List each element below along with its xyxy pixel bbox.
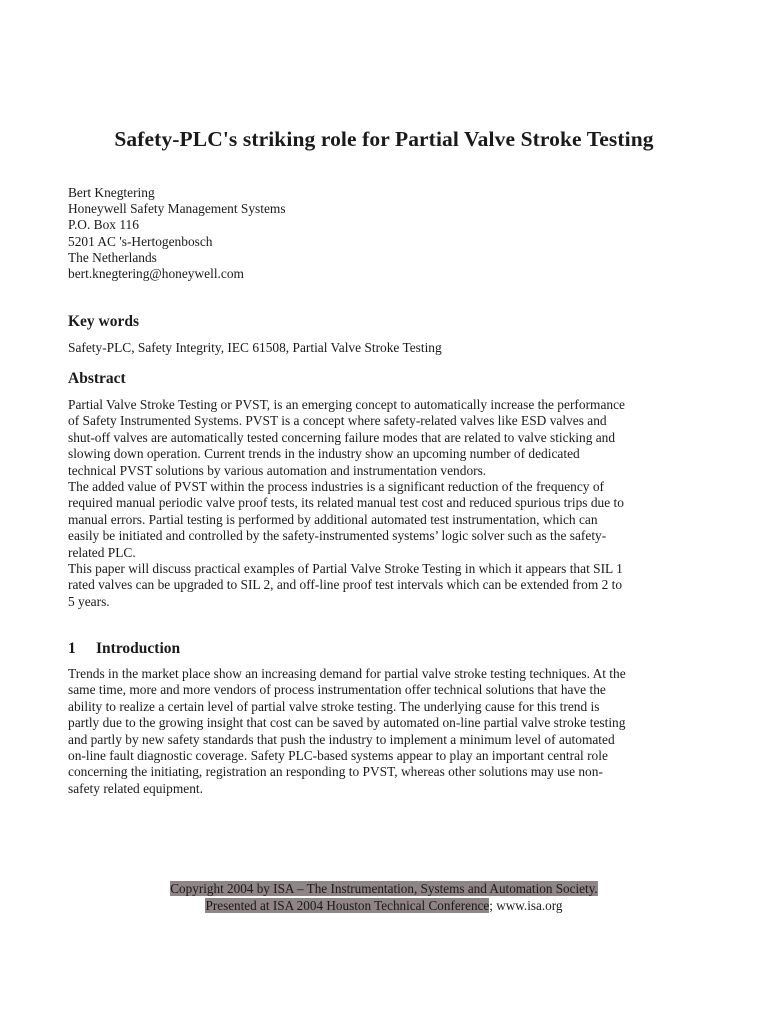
abstract-line: This paper will discuss practical examples of Partial Valve Stroke Testing in which it appears that SIL 1 (68, 561, 623, 577)
abstract-line: of Safety Instrumented Systems. PVST is a concept where safety-related valves like ESD valves and (68, 413, 607, 429)
intro-line: ability to realize a certain level of partial valve stroke testing. The underlying cause for this trend is (68, 698, 600, 714)
abstract-line: easily be initiated and controlled by the safety-instrumented systems’ logic solver such as the safety- (68, 528, 607, 544)
abstract-line: related PLC. (68, 544, 136, 560)
intro-line: and partly by new safety standards that push the industry to implement a minimum level of automated (68, 731, 615, 747)
keywords-text: Safety-PLC, Safety Integrity, IEC 61508, Partial Valve Stroke Testing (68, 340, 442, 355)
paper-title: Safety-PLC's striking role for Partial Valve Stroke Testing (114, 127, 654, 151)
footer-line-2 (0, 898, 768, 915)
abstract-line: rated valves can be upgraded to SIL 2, and off-line proof test intervals which can be extended from 2 to (68, 577, 623, 593)
abstract-line: shut-off valves are automatically tested concerning failure modes that are related to valve sticking and (68, 429, 616, 445)
abstract-line: manual errors. Partial testing is performed by additional automated test instrumentation, which can (68, 511, 598, 527)
footer-line-1 (0, 881, 768, 898)
author-email: bert.knegtering@honeywell.com (68, 266, 244, 282)
footer-conference-text: Presented at ISA 2004 Houston Technical Conference (205, 897, 490, 913)
author-country: The Netherlands (68, 249, 157, 265)
abstract-line: required manual periodic valve proof tests, its related manual test cost and reduced spurious trips due to (68, 495, 624, 511)
introduction-heading (68, 640, 180, 658)
abstract-line: Partial Valve Stroke Testing or PVST, is an emerging concept to automatically increase the performance (68, 397, 625, 412)
section-title: Introduction (96, 640, 181, 657)
abstract-heading: Abstract (68, 370, 126, 387)
copyright-footer (0, 881, 768, 915)
abstract-line: The added value of PVST within the process industries is a significant reduction of the frequency of (68, 479, 604, 495)
author-name: Bert Knegtering (68, 185, 155, 200)
author-block (68, 185, 286, 282)
keywords-heading: Key words (68, 313, 140, 330)
intro-line: safety related equipment. (68, 780, 203, 796)
intro-line: Trends in the market place show an increasing demand for partial valve stroke testing techniques. At the (68, 666, 626, 681)
author-city: 5201 AC 's-Hertogenbosch (68, 233, 213, 249)
intro-line: on-line fault diagnostic coverage. Safety PLC-based systems appear to play an important central role (68, 748, 608, 764)
intro-line: concerning the initiating, registration an responding to PVST, whereas other solutions may use non- (68, 764, 603, 780)
abstract-line: technical PVST solutions by various automation and instrumentation vendors. (68, 462, 487, 478)
section-number: 1 (68, 640, 76, 657)
abstract-line: slowing down operation. Current trends in the industry show an upcoming number of dedicated (68, 446, 580, 462)
footer-copyright-text: Copyright 2004 by ISA – The Instrumentation, Systems and Automation Society. (170, 881, 598, 896)
abstract-line: 5 years. (68, 593, 110, 609)
introduction-body (68, 666, 708, 797)
intro-line: same time, more and more vendors of process instrumentation offer technical solutions that have the (68, 682, 606, 698)
footer-website-text: ; www.isa.org (489, 897, 563, 913)
intro-line: partly due to the growing insight that cost can be saved by automated on-line partial valve stroke testing (68, 715, 626, 731)
abstract-body (68, 397, 708, 610)
author-organization: Honeywell Safety Management Systems (68, 201, 286, 217)
author-po-box: P.O. Box 116 (68, 217, 139, 233)
